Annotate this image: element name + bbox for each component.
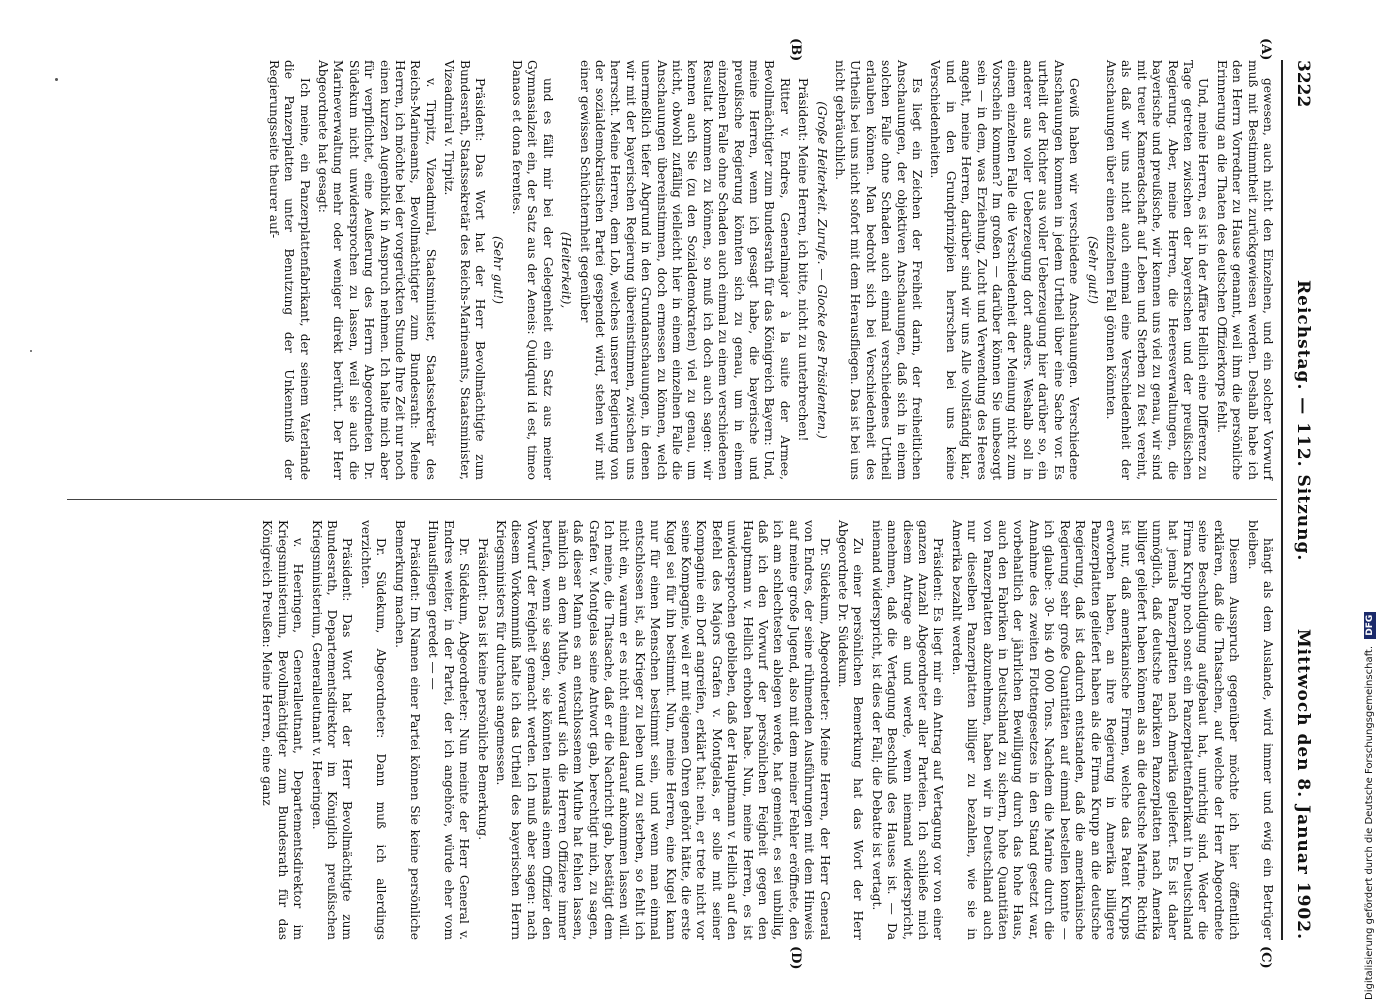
margin-marker-c: (C) xyxy=(1258,946,1273,969)
interjection: (Heiterkeit), xyxy=(559,231,574,309)
session-date: Mittwoch den 8. Januar 1902. xyxy=(1293,628,1313,940)
margin-marker-d: (D) xyxy=(788,946,803,970)
paragraph: v. Tirpitz, Vizeadmiral, Staatsminister, Staatssekretär des Reichs-Marineamts, Bevollmächtigter zum Bundesrath: Meine Herren, ich möchte bei der vorgerückten Stunde Ihre Zeit nur noch einen kurzen Augenblick in Anspruch nehmen. Ich halte mich aber für verpflichtet, eine Aeußerung des Herrn Abgeordneten Dr. Südekum nicht unwidersprochen zu lassen, weil sie auch die Marineverwaltung mehr oder weniger direkt berührt. Der Herr Abgeordnete hat gesagt: xyxy=(316,60,438,480)
paragraph: und es fällt mir bei der Gelegenheit ein Satz aus meiner Gymnasialzeit ein, der Satz aus der Aeneis: Quidquid id est, timeo Danaos et dona ferentes. xyxy=(509,60,555,480)
paragraph: Präsident: Das Wort hat der Herr Bevollmächtigte zum Bundesrath, Staatssekretär des Reichs-Marineamts, Staatsminister, Vizeadmiral v. Tirpitz. xyxy=(442,60,488,480)
paragraph: Es liegt ein Zeichen der Freiheit darin, der freiheitlichen Anschauungen, der objektiven Anschauungen, daß sich in einem solchen Falle ohne Schaden auch einmal verschiedenes Urtheil erlauben können. Man bedroht sich bei Verschiedenheit des Urtheils bei uns nicht sofort mit dem Herausfliegen. Das ist bei uns nicht gebräuchlich. xyxy=(833,60,925,480)
scan-speck xyxy=(55,78,58,81)
margin-marker-a: (A) xyxy=(1258,38,1273,61)
scan-speck xyxy=(30,350,32,352)
paragraph: v. Heeringen, Generalleutnant, Departementsdirektor im Kriegsministerium, Bevollmächtigter zum Bundesrath für das Königreich Preußen: Meine Herren, eine ganz xyxy=(260,520,306,940)
page-number: 3222 xyxy=(1293,60,1313,108)
paragraph: Dr. Südekum, Abgeordneter: Dann muß ich allerdings verzichten. xyxy=(358,520,389,940)
page-header xyxy=(1285,60,1319,940)
paragraph: Präsident: Das ist keine persönliche Bemerkung. xyxy=(475,538,490,841)
paragraph: Präsident: Im Namen einer Partei können Sie keine persönliche Bemerkung machen. xyxy=(392,520,423,940)
paragraph: Diesem Ausspruch gegenüber möchte ich hier öffentlich erklären, daß die Thatsachen, auf welche der Herr Abgeordnete seine Beschuldigung aufgebaut hat, unrichtig sind. Weder die Firma Krupp noch sonst ein Panzerplattenfabrikant in Deutschland hat jemals Panzerplatten nach Amerika geliefert. Es ist daher unmöglich, daß deutsche Fabriken Panzerplatten nach Amerika billiger geliefert haben können als an die deutsche Marine. Richtig ist nur, daß amerikanische Firmen, welche das Patent Krupps erworben haben, an ihre Regierung in Amerika billigere Panzerplatten geliefert haben als die Firma Krupp an die deutsche Regierung, daß ist dadurch entstanden, daß die amerikanische Regierung sehr große Quantitäten auf einmal bestellen konnte — ich glaube: 30- bis 40 000 Tons. Nachdem die Marine durch die Annahme des zweiten Flottengesetzes in den Stand gesetzt war, vorbehaltlich der jährlichen Bewilligung durch das hohe Haus, auch den Fabriken in Deutschland zu sichern, hohe Quantitäten von Panzerplatten abzunehmen, haben wir in Deutschland auch nur dieselben Panzerplatten billiger zu bezahlen, wie sie in Amerika bezahlt werden. xyxy=(949,520,1242,940)
paragraph: Dr. Südekum, Abgeordneter: Nun meinte der Herr General v. Endres weiter, in der Partei, der ich angehöre, würde eher vom Hinausfliegen geredet — — xyxy=(426,520,472,940)
paragraph: Präsident: Das Wort hat der Herr Bevollmächtigte zum Bundesrath, Departementsdirektor im Königlich preußischen Kriegsministerium, Generalleutnant v. Heeringen. xyxy=(309,520,355,940)
paragraph: Gewiß haben wir verschiedene Anschauungen. Verschiedene Anschauungen kommen in jedem Urtheil über eine Sache vor. Es urtheilt der Richter aus voller Ueberzeugung hier darüber so, ein anderer aus voller Ueberzeugung dort anders. Weshalb soll in einem einzelnen Falle die Verschiedenheit der Meinung nicht zum Vorschein kommen? Im großen — darüber können Sie unbesorgt sein — in dem, was Erziehung, Zucht und Verwendung des Heeres angeht, meine Herren, darüber sind wir uns Alle vollständig klar, und in den Grundprinzipien herrschen bei uns keine Verschiedenheiten. xyxy=(928,60,1082,480)
paragraph: Zu einer persönlichen Bemerkung hat das Wort der Herr Abgeordnete Dr. Südekum. xyxy=(836,520,866,940)
paragraph: gewesen, auch nicht den Einzelnen, und ein solcher Vorwurf muß mit Bestimmtheit zurückgewiesen werden. Deshalb habe ich den Herrn Vorredner zu Hause genannt, weil ihm die persönliche Erinnerung an die Thaten des deutschen Offizierkorps fehlt. xyxy=(1214,60,1275,480)
column-divider xyxy=(67,499,1277,500)
interjection: (Große Heiterkeit. Zurufe. — Glocke des Präsidenten.) xyxy=(814,101,829,439)
paragraph: Ritter v. Endres, Generalmajor à la suite der Armee, Bevollmächtigter zum Bundesrath für das Königreich Bayern: Und, meine Herren, wenn ich gesagt habe, die bayerische und preußische Regierung könnten sich zu genau, um in einem einzelnen Falle ohne Schaden auch einmal zu einem verschiedenen Resultat kommen zu können, so muß ich doch auch sagen: wir kennen auch Sie (zu den Sozialdemokraten) viel zu genau, um nicht, obwohl zufällig vielleicht hier in einem einzelnen Falle die Anschauungen übereinstimmen, doch ermessen zu können, welch unermeßlich tiefer Abgrund in den Grundanschauungen, in denen wir mit der bayerischen Regierung übereinstimmen, zwischen uns herrscht. Meine Herren, dem Lob, welches unserer Regierung von der sozialdemokratischen Partei gespendet wird, stehen wir mit einer gewissen Schüchternheit gegenüber xyxy=(577,60,792,480)
paragraph: hängt als dem Auslande, wird immer und ewig ein Betrüger bleiben. xyxy=(1245,520,1275,940)
paragraph: Und, meine Herren, es ist in der Affäre Hellich eine Differenz zu Tage getreten zwischen der bayerischen und der preußischen Regierung. Aber, meine Herren, die Heeresverwaltungen, die bayerische und preußische, wir kennen uns viel zu genau, wir sind mit treuer Kameradschaft auf Leben und Sterben zu fest vereint, als daß wir uns nicht auch einmal eine Verschiedenheit der Anschauungen über einen einzelnen Fall gönnen könnten. xyxy=(1103,60,1211,480)
paragraph: Dr. Südekum, Abgeordneter: Meine Herren, der Herr General von Endres, der seine rühmenden Ausführungen mit dem Hinweis auf meine große Jugend, also mit dem meiner Fehler eröffnete, den ich am schlechtesten ablegen werde, hat gemeint, es sei unbillig, daß ich den Vorwurf der persönlichen Feigheit gegen den Hauptmann v. Hellich erhoben habe. Nun, meine Herren, es ist unwidersprochen geblieben, daß der Hauptmann v. Hellich auf den Befehl des Majors Grafen v. Montgelas, er solle mit seiner Kompagnie ein Dorf angreifen, erklärt hat: nein, er trete nicht vor seine Kompagnie, weil er mit eigenen Ohren gehört hätte, die erste Kugel sei für ihn bestimmt. Nun, meine Herren, eine Kugel kann nur für einen Menschen bestimmt sein, und wenn man einmal entschlossen ist, als Krieger zu leben und zu sterben, so fehlt ich nicht ein, warum er es nicht einmal darauf ankommen lassen will. Ich meine, die Thatsache, daß er die Nachricht gab, bestätigt dem Grafen v. Montgelas seine Antwort gab, berechtigt mich, zu sagen, daß dieser Mann es an entschlossenem Muthe hat fehlen lassen, nämlich an dem Muthe, worauf sich die Herren Offiziere immer berufen, wenn sie sagen, sie könnten niemals einem Offizier den Vorwurf der Feigheit gemacht werden. Ich muß aber sagen: nach diesem Vorkommniß halte ich das Urtheil des bayerischen Herrn Kriegsministers für durchaus angemessen. xyxy=(494,520,832,940)
interjection: (Sehr gut!) xyxy=(1085,235,1100,305)
left-column xyxy=(262,60,1275,480)
margin-marker-b: (B) xyxy=(788,38,803,62)
footer-text: Digitalisierung gefördert durch die Deutsche Forschungsgemeinschaft. xyxy=(1364,645,1375,1000)
header-rule xyxy=(1281,60,1283,940)
paragraph: Präsident: Meine Herren, ich bitte, nicht zu unterbrechen! xyxy=(796,78,811,442)
paragraph: Präsident: Es liegt mir ein Antrag auf Vertagung vor von einer ganzen Anzahl Abgeordneter aller Parteien. Ich schließe mich diesem Antrage an und werde, wenn niemand widerspricht, annehmen, daß die Vertagung Beschluß des Hauses ist. — Da niemand widerspricht, ist dies der Fall; die Debatte ist vertagt. xyxy=(869,520,946,940)
paragraph: Ich meine, ein Panzerplattenfabrikant, der seinem Vaterlande die Panzerplatten unter Benutzung der Unkenntniß der Regierungsseite theurer auf- xyxy=(266,60,312,480)
interjection: (Sehr gut!) xyxy=(491,235,506,305)
right-column xyxy=(256,520,1275,940)
dfg-logo: DFG xyxy=(1364,612,1376,639)
digitization-footer xyxy=(1364,10,1380,1000)
session-title: Reichstag. — 112. Sitzung. xyxy=(1293,280,1313,562)
